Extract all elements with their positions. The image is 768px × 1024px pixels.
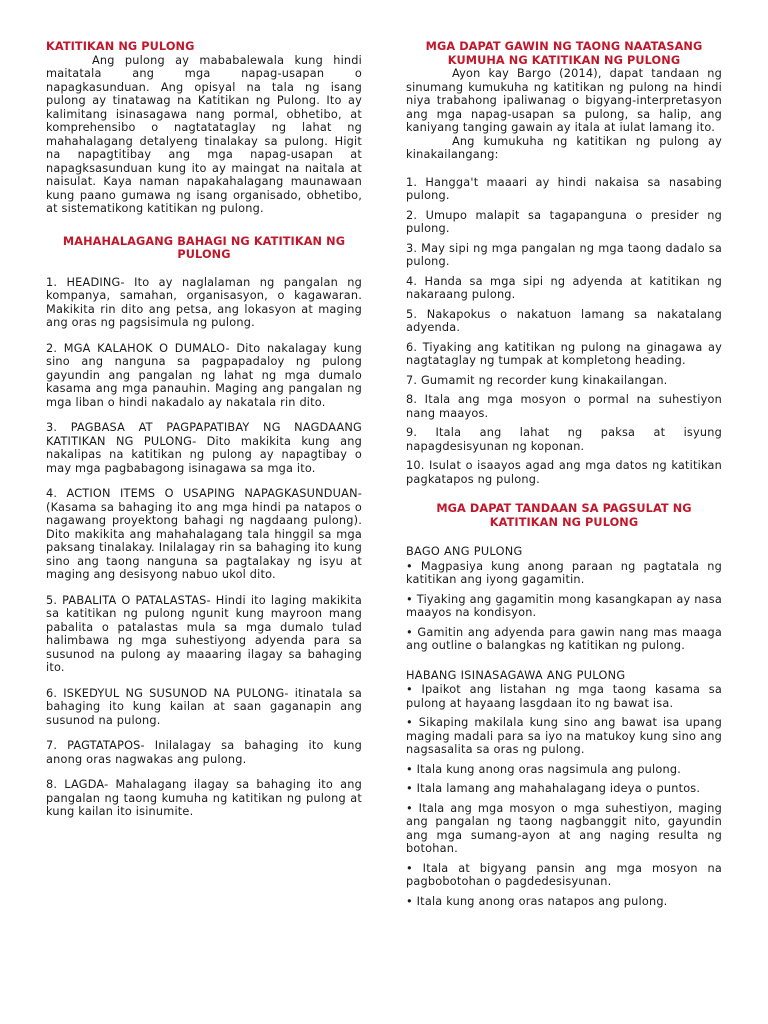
part-item: 4. ACTION ITEMS O USAPING NAPAGKASUNDUAN- (Kasama sa bahaging ito ang mga hindi pa natapos o nagawang proyektong bahagi ng nagdaang pulong). Dito makikita ang mahahalagang tala hinggil sa mga paksang tinalakay. Inilalagay rin sa bahaging ito kung sino ang taong nanguna sa pagtalakay ng isyu at maging ang desisyong nabuo ukol dito. xyxy=(46,487,362,581)
duty-item: 1. Hangga't maaari ay hindi nakaisa sa nasabing pulong. xyxy=(406,175,722,202)
part-item: 5. PABALITA O PATALASTAS- Hindi ito laging makikita sa katitikan ng pulong ngunit kung mayroon mang pabalita o patalastas mula sa mga dumalo tulad halimbawa ng mga suhestiyong adyenda para sa susunod na pulong ay maaaring ilagay sa bahaging ito. xyxy=(46,593,362,674)
duty-item: 8. Itala ang mga mosyon o pormal na suhestiyon nang maayos. xyxy=(406,393,722,420)
duties-intro: Ayon kay Bargo (2014), dapat tandaan ng sinumang kumukuha ng katitikan ng pulong na hindi niya trabahong ipaliwanag o bigyang-interpretasyon ang mga napag-usapan sa pulong, sa halip, ang kaniyang tanging gawain ay itala at iulat lamang ito. xyxy=(406,67,722,134)
before-item: • Tiyaking ang gagamitin mong kasangkapan ay nasa maayos na kondisyon. xyxy=(406,592,722,619)
during-item: • Itala at bigyang pansin ang mga mosyon na pagbobotohan o pagdedesisyunan. xyxy=(406,861,722,888)
part-item: 8. LAGDA- Mahalagang ilagay sa bahaging ito ang pangalan ng taong kumuha ng katitikan ng pulong at kung kailan ito isinumite. xyxy=(46,778,362,818)
parts-heading: MAHAHALAGANG BAHAGI NG KATITIKAN NG PULONG xyxy=(62,234,346,261)
during-item: • Itala ang mga mosyon o mga suhestiyon, maging ang pangalan ng taong nagbanggit nito, gayundin ang mga sumang-ayon at ang naging resulta ng botohan. xyxy=(406,801,722,855)
duty-item: 10. Isulat o isaayos agad ang mga datos ng katitikan pagkatapos ng pulong. xyxy=(406,459,722,486)
part-item: 7. PAGTATAPOS- Inilalagay sa bahaging ito kung anong oras nagwakas ang pulong. xyxy=(46,739,362,766)
part-item: 1. HEADING- Ito ay naglalaman ng pangalan ng kompanya, samahan, organisasyon, o kagawaran. Makikita rin dito ang petsa, ang lokasyon at maging ang oras ng pagsisimula ng pulong. xyxy=(46,275,362,329)
during-item: • Itala lamang ang mahahalagang ideya o puntos. xyxy=(406,782,701,795)
duty-item: 9. Itala ang lahat ng paksa at isyung napagdesisyunan ng koponan. xyxy=(406,426,722,453)
left-column xyxy=(46,40,362,819)
duty-item: 4. Handa sa mga sipi ng adyenda at katitikan ng nakaraang pulong. xyxy=(406,274,722,301)
duties-intro-2: Ang kumukuha ng katitikan ng pulong ay kinakailangang: xyxy=(406,134,722,161)
during-item: • Sikaping makilala kung sino ang bawat isa upang maging madali para sa iyo na matukoy kung sino ang nagsasalita sa oras ng pulong. xyxy=(406,716,722,756)
duty-item: 2. Umupo malapit sa tagapanguna o presider ng pulong. xyxy=(406,208,722,235)
duty-item: 7. Gumamit ng recorder kung kinakailangan. xyxy=(406,373,668,387)
duty-item: 5. Nakapokus o nakatuon lamang sa nakatalang adyenda. xyxy=(406,307,722,334)
duties-heading: MGA DAPAT GAWIN NG TAONG NAATASANG KUMUHA NG KATITIKAN NG PULONG xyxy=(425,40,703,67)
before-item: • Gamitin ang adyenda para gawin nang mas maaga ang outline o balangkas ng katitikan ng pulong. xyxy=(406,625,722,652)
part-item: 6. ISKEDYUL NG SUSUNOD NA PULONG- itinatala sa bahaging ito kung kailan at saan gaganapin ang susunod na pulong. xyxy=(46,686,362,727)
during-meeting-title: HABANG ISINASAGAWA ANG PULONG xyxy=(406,668,626,682)
duty-item: 3. May sipi ng mga pangalan ng mga taong dadalo sa pulong. xyxy=(406,241,722,268)
during-item: • Ipaikot ang listahan ng mga taong kasama sa pulong at hayaang lasgdaan ito ng bawat isa. xyxy=(406,683,722,710)
reminders-heading: MGA DAPAT TANDAAN SA PAGSULAT NG KATITIKAN NG PULONG xyxy=(436,502,692,529)
duty-item: 6. Tiyaking ang katitikan ng pulong na ginagawa ay nagtataglay ng tumpak at kompletong heading. xyxy=(406,340,722,367)
intro-paragraph: Ang pulong ay mababalewala kung hindi maitatala ang mga napag-usapan o napagkasunduan. Ang opisyal na tala ng isang pulong ay tinatawag na Katitikan ng Pulong. Ito ay kalimitang isinasagawa nang pormal, obhetibo, at komprehensibo o nagtatataglay ng lahat ng mahahalagang detalyeng tinalakay sa pulong. Higit na napagtitibay ang mga napag-usapan at napagksasunduan kung ito ay maingat na naitala at naisulat. Kaya naman napakahalagang maunawaan kung paano gumawa ng isang organisado, obhetibo, at sistematikong katitikan ng pulong. xyxy=(46,53,362,215)
before-meeting-title: BAGO ANG PULONG xyxy=(406,545,523,558)
during-item: • Itala kung anong oras nagsimula ang pulong. xyxy=(406,762,681,776)
part-item: 3. PAGBASA AT PAGPAPATIBAY NG NAGDAANG KATITIKAN NG PULONG- Dito makikita kung ang nakalipas na katitikan ng pulong ay napagtibay o may mga pagbabagong isinagawa sa mga ito. xyxy=(46,421,362,475)
during-item: • Itala kung anong oras natapos ang pulong. xyxy=(406,894,668,908)
before-item: • Magpasiya kung anong paraan ng pagtatala ng katitikan ang iyong gagamitin. xyxy=(406,559,722,586)
part-item: 2. MGA KALAHOK O DUMALO- Dito nakalagay kung sino ang nanguna sa pagpapadaloy ng pulong gayundin ang pangalan ng lahat ng mga dumalo kasama ang mga panauhin. Maging ang pangalan ng mga liban o hindi nakadalo ay nakatala rin dito. xyxy=(46,341,362,409)
right-column xyxy=(406,40,722,908)
doc-title: KATITIKAN NG PULONG xyxy=(46,40,195,53)
